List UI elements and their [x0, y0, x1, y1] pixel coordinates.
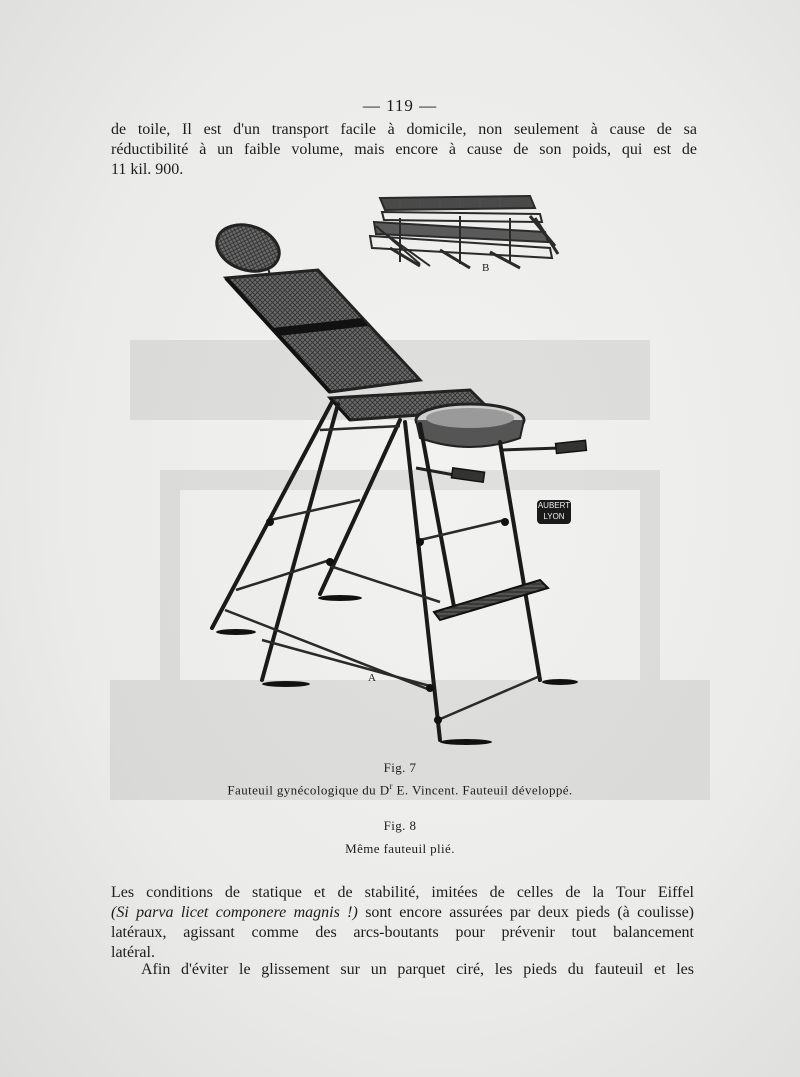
fig7-caption-after: E. Vincent. Fauteuil développé. — [392, 782, 573, 798]
paragraph-line-rest: sont encore assurées par deux pieds (à coulisse) — [357, 904, 694, 921]
fig8-caption: Même fauteuil plié. — [345, 841, 455, 856]
fig7-caption — [0, 781, 800, 798]
paragraph-line: latéral. — [111, 944, 155, 961]
paragraph-intro — [111, 120, 697, 180]
paragraph-line: Les conditions de statique et de stabilité, imitées de celles de la Tour Eiffel — [111, 884, 694, 901]
stamp-line: LYON — [543, 512, 565, 521]
fig7-label: Fig. 7 — [383, 760, 417, 775]
fig8-label: Fig. 8 — [383, 818, 417, 833]
paragraph-line: réductibilité à un faible volume, mais encore à cause de son poids, qui est de — [111, 141, 697, 158]
maker-stamp — [537, 500, 571, 524]
paragraph-line: de toile, Il est d'un transport facile à domicile, non seulement à cause de sa — [111, 121, 697, 138]
fig7-caption-before: Fauteuil gynécologique du D — [227, 782, 390, 798]
stamp-line: AUBERT — [537, 501, 571, 510]
chair-illustration — [200, 185, 600, 745]
paragraph-stability — [111, 883, 694, 963]
figure-label-b: B — [482, 262, 490, 274]
latin-quote: (Si parva licet componere magnis !) — [111, 904, 358, 921]
paragraph-line: Afin d'éviter le glissement sur un parquet ciré, les pieds du fauteuil et les — [141, 961, 694, 978]
fig7-caption-sup: r — [389, 781, 393, 791]
paragraph-line: 11 kil. 900. — [111, 161, 184, 178]
paragraph-slipping — [111, 960, 694, 980]
paragraph-line: latéraux, agissant comme des arcs-boutants pour prévenir tout balancement — [111, 924, 694, 941]
paragraph-line — [111, 903, 694, 923]
figure-label-a: A — [368, 672, 376, 684]
page-number: — 119 — — [362, 96, 438, 115]
